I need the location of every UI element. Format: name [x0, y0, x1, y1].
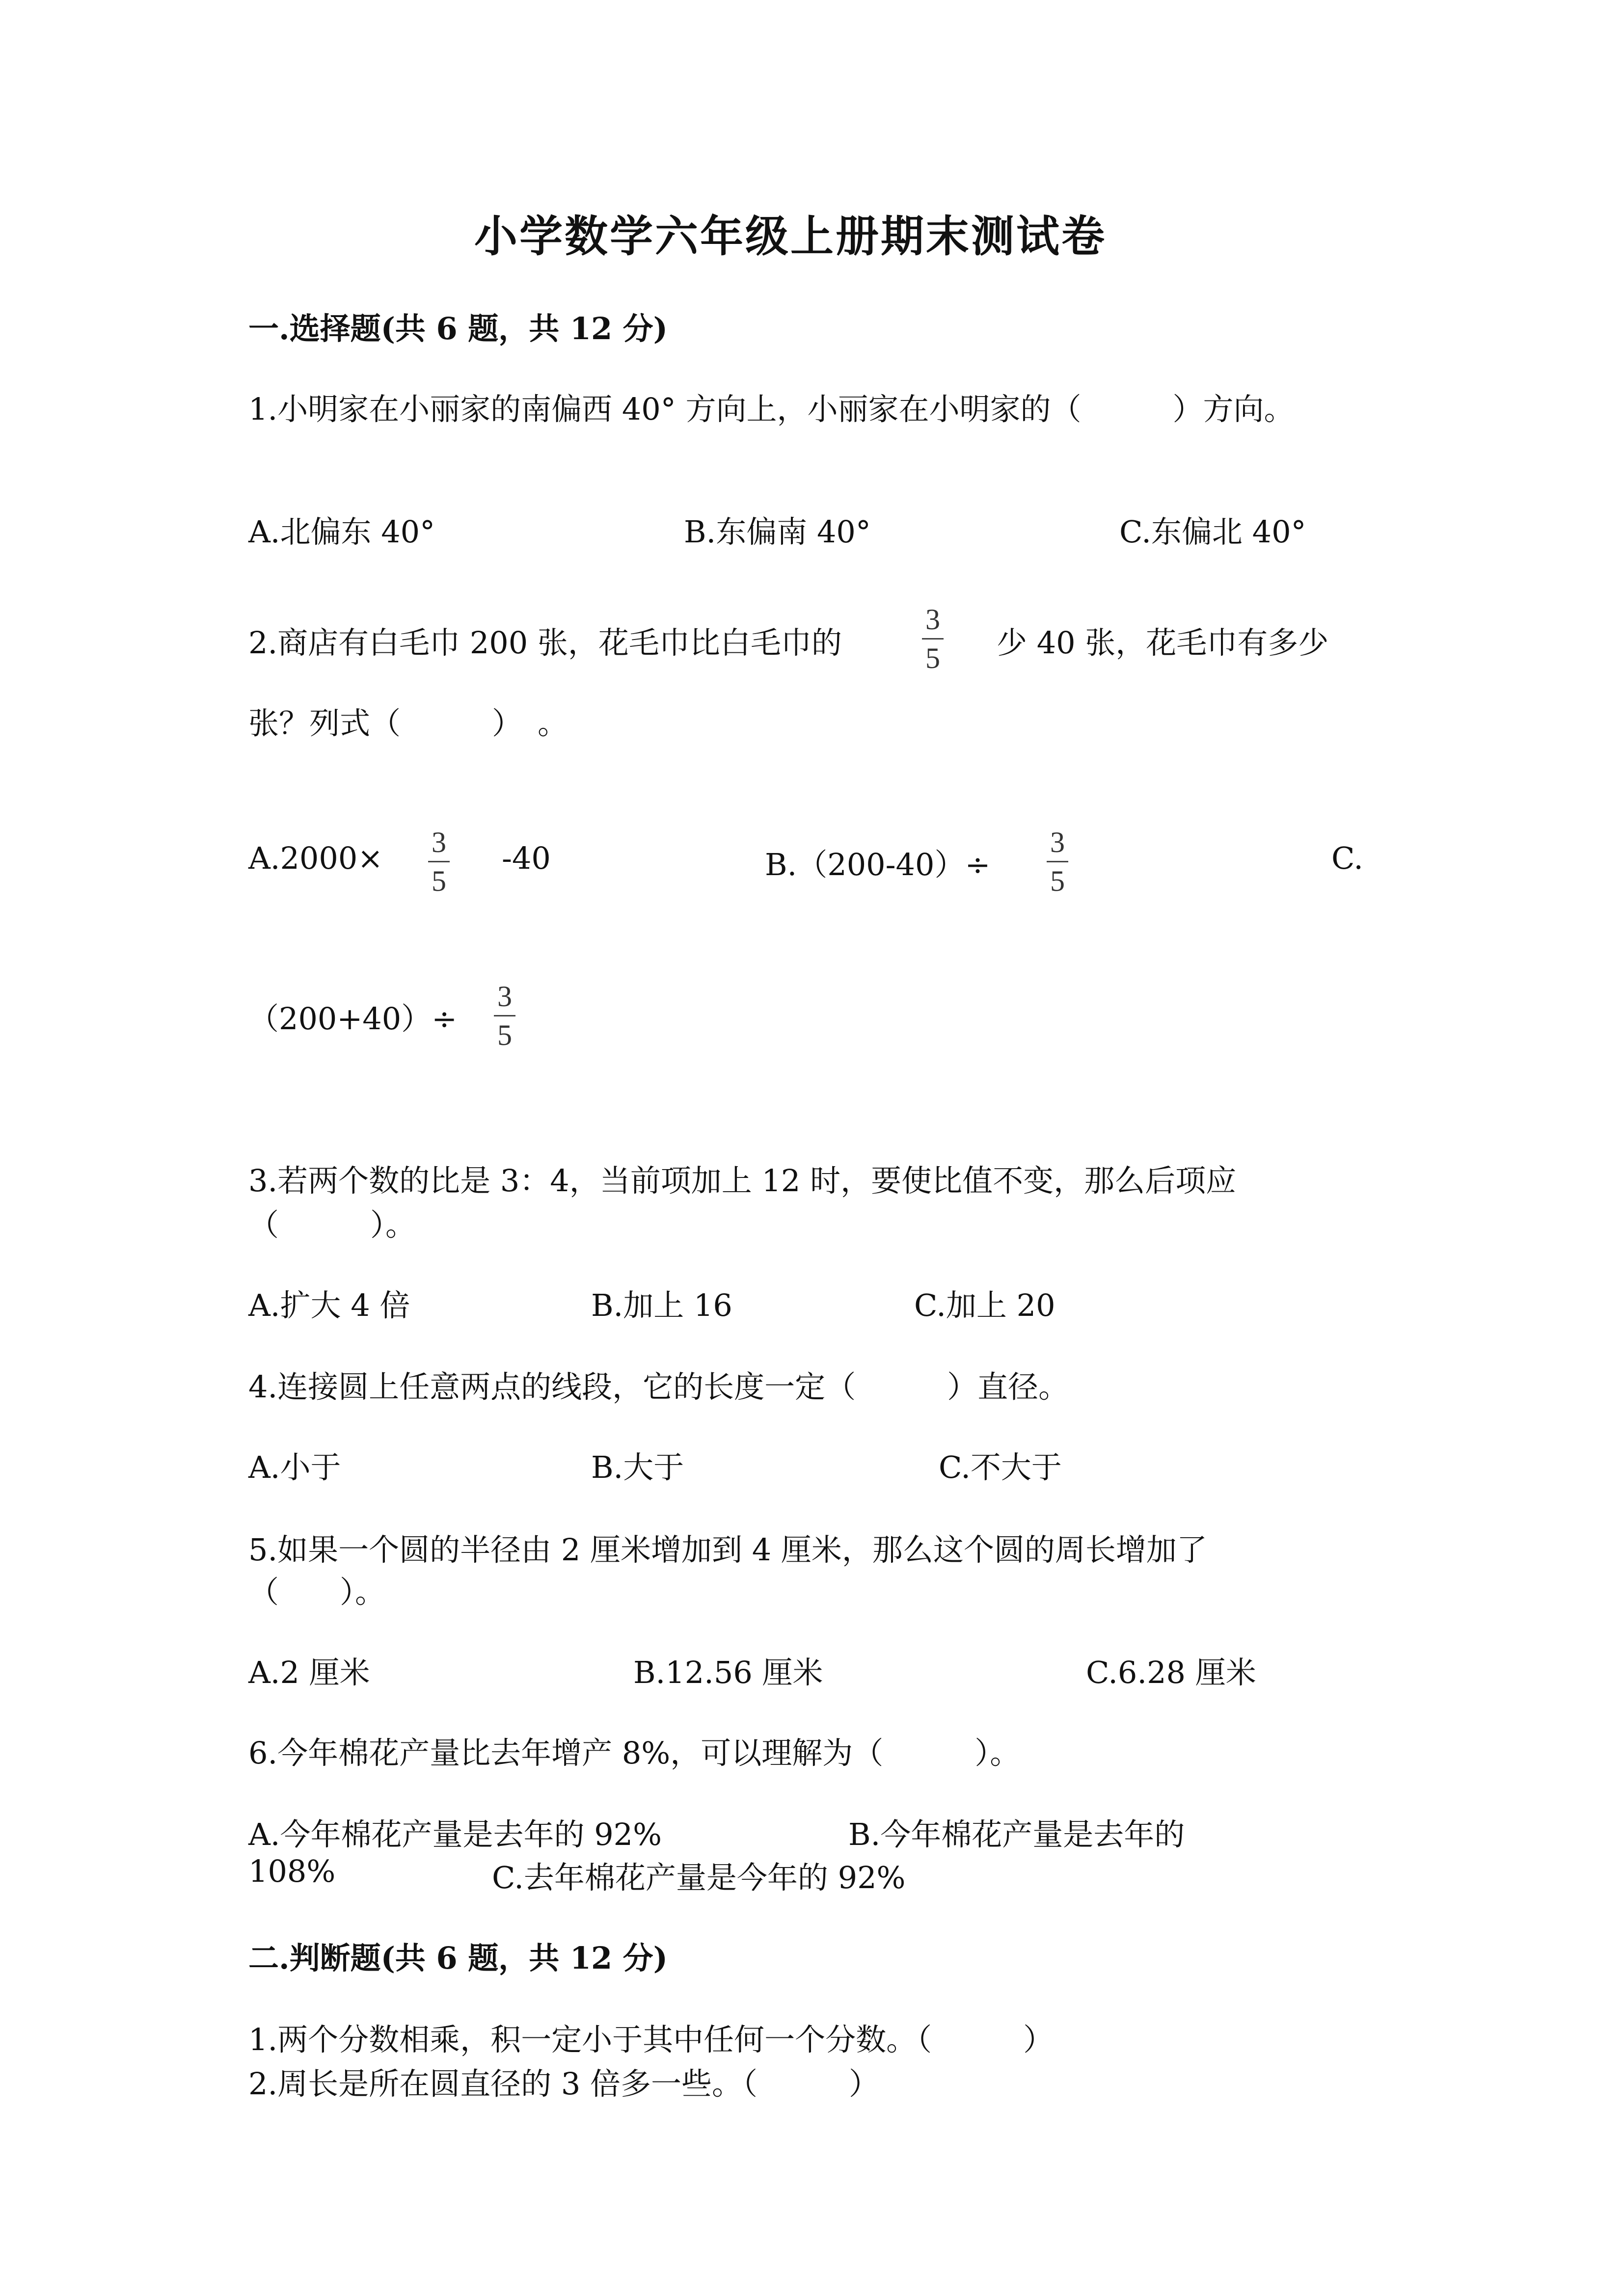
q6-option-b: B.今年棉花产量是去年的: [848, 1816, 1185, 1852]
q4-option-c: C.不大于: [939, 1449, 1062, 1485]
fraction-numerator: 3: [497, 980, 512, 1013]
question-2-line2: 张？列式（ ） 。: [248, 705, 568, 741]
question-5-line2: （ ）。: [248, 1574, 386, 1610]
fraction-bar: [1047, 861, 1068, 862]
q2-option-c: （200+40）÷: [248, 1001, 458, 1037]
question-3-line2: （ ）。: [248, 1207, 416, 1243]
fraction-numerator: 3: [925, 603, 940, 636]
fraction-3-5: [428, 828, 450, 896]
question-4: 4.连接圆上任意两点的线段，它的长度一定（ ）直径。: [248, 1369, 1069, 1405]
q3-option-a: A.扩大 4 倍: [248, 1287, 410, 1323]
fraction-3-5: [1047, 828, 1068, 896]
fraction-bar: [922, 638, 944, 640]
fraction-denominator: 5: [432, 865, 446, 897]
fraction-bar: [428, 861, 450, 862]
q5-option-c: C.6.28 厘米: [1086, 1655, 1256, 1690]
fraction-3-5: [922, 605, 944, 673]
question-2-continued: 少 40 张，花毛巾有多少: [997, 625, 1329, 661]
q1-option-b: B.东偏南 40°: [684, 514, 871, 550]
q3-option-c: C.加上 20: [914, 1287, 1056, 1323]
question-6: 6.今年棉花产量比去年增产 8%，可以理解为（ ）。: [248, 1735, 1021, 1771]
fraction-bar: [494, 1015, 515, 1016]
q2-option-a-tail: -40: [502, 840, 551, 876]
section-heading-choice: 一.选择题(共 6 题，共 12 分): [248, 311, 668, 347]
q2-option-b: B.（200-40）÷: [765, 847, 991, 882]
q2-option-a: A.2000×: [248, 840, 383, 876]
fraction-denominator: 5: [1050, 865, 1065, 897]
q6-option-c: C.去年棉花产量是今年的 92%: [492, 1860, 906, 1896]
q1-option-c: C.东偏北 40°: [1119, 514, 1306, 550]
section-heading-judgement: 二.判断题(共 6 题，共 12 分): [248, 1940, 668, 1976]
q5-option-b: B.12.56 厘米: [633, 1655, 823, 1690]
judgement-item-2: 2.周长是所在圆直径的 3 倍多一些。（ ）: [248, 2066, 880, 2102]
question-3: 3.若两个数的比是 3：4，当前项加上 12 时，要使比值不变，那么后项应: [248, 1163, 1237, 1199]
q3-option-b: B.加上 16: [591, 1287, 732, 1323]
fraction-3-5: [494, 982, 515, 1050]
fraction-denominator: 5: [497, 1019, 512, 1051]
question-5: 5.如果一个圆的半径由 2 厘米增加到 4 厘米，那么这个圆的周长增加了: [248, 1532, 1207, 1568]
fraction-denominator: 5: [925, 642, 940, 674]
fraction-numerator: 3: [432, 826, 446, 858]
question-2: 2.商店有白毛巾 200 张，花毛巾比白毛巾的: [248, 625, 842, 661]
question-1: 1.小明家在小丽家的南偏西 40° 方向上，小丽家在小明家的（ ）方向。: [248, 391, 1295, 427]
q5-option-a: A.2 厘米: [248, 1655, 370, 1690]
q6-option-a: A.今年棉花产量是去年的 92%: [248, 1816, 662, 1852]
q4-option-b: B.大于: [591, 1449, 684, 1485]
page-title: 小学数学六年级上册期末测试卷: [474, 211, 1107, 262]
q4-option-a: A.小于: [248, 1449, 341, 1485]
judgement-item-1: 1.两个分数相乘，积一定小于其中任何一个分数。（ ）: [248, 2022, 1054, 2057]
q2-option-c-label: C.: [1331, 840, 1363, 876]
q6-option-b-continued: 108%: [248, 1853, 336, 1889]
q1-option-a: A.北偏东 40°: [248, 514, 435, 550]
fraction-numerator: 3: [1050, 826, 1065, 858]
